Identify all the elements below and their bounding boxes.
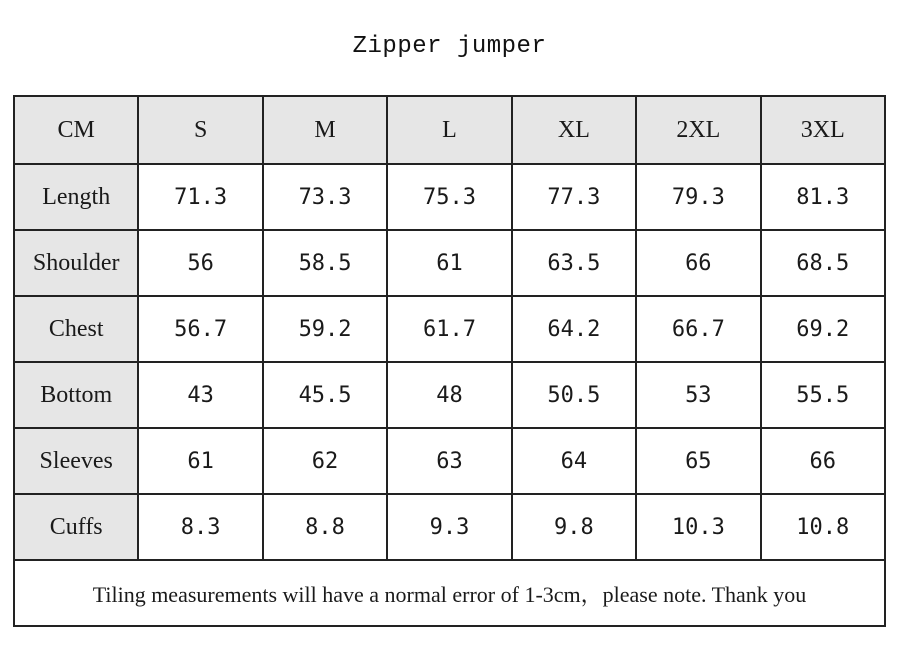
table-cell: 69.2 [761, 296, 885, 362]
table-cell: 9.3 [387, 494, 511, 560]
table-cell: 79.3 [636, 164, 760, 230]
table-cell: 43 [138, 362, 262, 428]
table-cell: 66 [761, 428, 885, 494]
table-cell: 8.8 [263, 494, 387, 560]
table-note-row [14, 560, 885, 626]
table-cell: 64 [512, 428, 636, 494]
table-cell: 64.2 [512, 296, 636, 362]
size-header-cell: L [387, 96, 511, 164]
table-row [14, 494, 885, 560]
row-label-cuffs: Cuffs [14, 494, 138, 560]
row-label-bottom: Bottom [14, 362, 138, 428]
row-label-chest: Chest [14, 296, 138, 362]
table-cell: 71.3 [138, 164, 262, 230]
table-cell: 48 [387, 362, 511, 428]
size-header-cell: S [138, 96, 262, 164]
size-header-cell: M [263, 96, 387, 164]
table-cell: 63.5 [512, 230, 636, 296]
table-row [14, 362, 885, 428]
page-title: Zipper jumper [352, 33, 547, 60]
table-cell: 61 [387, 230, 511, 296]
table-cell: 10.8 [761, 494, 885, 560]
table-cell: 61.7 [387, 296, 511, 362]
table-cell: 53 [636, 362, 760, 428]
size-header-cell: 2XL [636, 96, 760, 164]
row-label-sleeves: Sleeves [14, 428, 138, 494]
table-cell: 81.3 [761, 164, 885, 230]
table-cell: 68.5 [761, 230, 885, 296]
size-chart-table [13, 95, 886, 627]
measurement-note: Tiling measurements will have a normal error of 1-3cm，please note. Thank you [14, 560, 885, 626]
table-row [14, 428, 885, 494]
table-row [14, 296, 885, 362]
table-cell: 50.5 [512, 362, 636, 428]
table-cell: 58.5 [263, 230, 387, 296]
table-cell: 9.8 [512, 494, 636, 560]
table-cell: 75.3 [387, 164, 511, 230]
table-cell: 8.3 [138, 494, 262, 560]
table-cell: 62 [263, 428, 387, 494]
table-cell: 56 [138, 230, 262, 296]
table-cell: 61 [138, 428, 262, 494]
table-row [14, 164, 885, 230]
row-label-length: Length [14, 164, 138, 230]
table-cell: 66.7 [636, 296, 760, 362]
table-cell: 63 [387, 428, 511, 494]
table-header-row [14, 96, 885, 164]
table-cell: 45.5 [263, 362, 387, 428]
table-row [14, 230, 885, 296]
table-cell: 56.7 [138, 296, 262, 362]
table-cell: 77.3 [512, 164, 636, 230]
row-label-shoulder: Shoulder [14, 230, 138, 296]
unit-header-cell: CM [14, 96, 138, 164]
table-cell: 66 [636, 230, 760, 296]
size-header-cell: 3XL [761, 96, 885, 164]
table-cell: 73.3 [263, 164, 387, 230]
size-header-cell: XL [512, 96, 636, 164]
table-cell: 65 [636, 428, 760, 494]
table-cell: 59.2 [263, 296, 387, 362]
table-cell: 10.3 [636, 494, 760, 560]
table-cell: 55.5 [761, 362, 885, 428]
